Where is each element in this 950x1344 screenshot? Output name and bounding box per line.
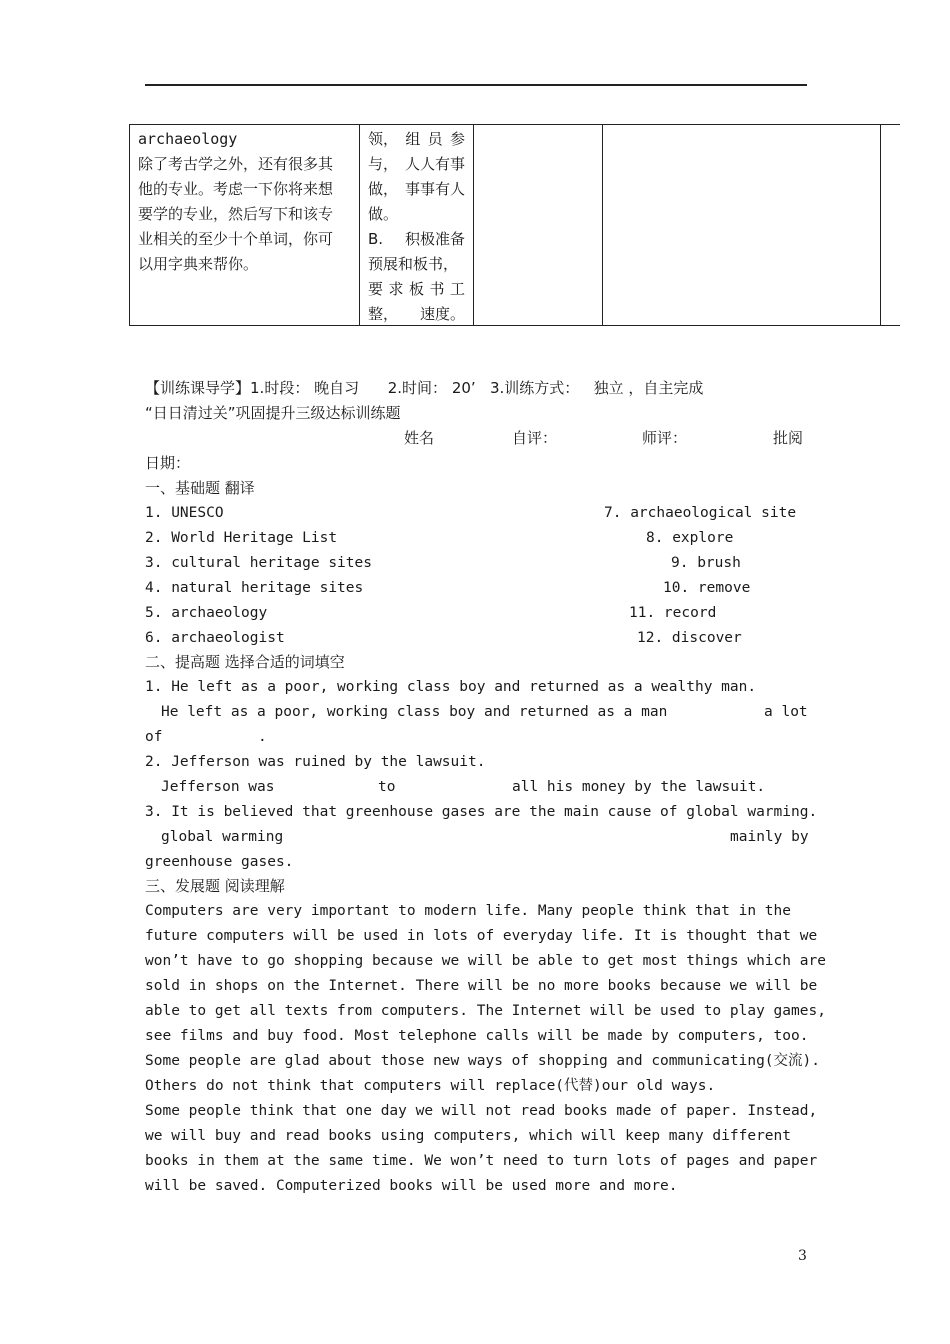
header-rule [145,84,807,86]
table-cell-line: 他的专业。考虑一下你将来想 [138,180,334,198]
vocab-item: 4. natural heritage sites [145,580,364,596]
table-divider-4 [880,124,881,325]
table-cell-text: 员 [427,130,443,148]
table-cell-text: 事事有人 [404,180,465,198]
method-label: 3.训练方式： [490,379,580,397]
method-value: 独立 ，自主完成 [593,379,704,397]
section2-title: 二、提高题 选择合适的词填空 [145,653,345,671]
table-cell-line: 以用字典来帮你。 [138,255,259,273]
date-label: 日期： [145,454,191,472]
vocab-item: 6. archaeologist [145,630,285,646]
question-1: 1. He left as a poor, working class boy and returned as a wealthy man. [145,679,757,695]
table-cell-text: 整， [368,305,399,323]
table-divider-3 [602,124,603,325]
vocab-item: 5. archaeology [145,605,268,621]
reading-line: Computers are very important to modern life. Many people think that in the [145,903,792,919]
reading-line: Some people think that one day we will not read books made of paper. Instead, [145,1103,818,1119]
reading-line: Some people are glad about those new ways of shopping and communicating(交流). [145,1053,821,1069]
name-label: 姓名 [404,429,435,447]
table-cell-text: 组 [405,130,421,148]
training-header-prefix: 【训练课导学】 [145,379,251,397]
table-cell-line: archaeology [138,130,238,148]
table-cell-line [368,152,465,177]
question-2-rewrite: all his money by the lawsuit. [512,779,766,795]
period-value: 晚自习 [314,379,360,397]
question-3-rewrite: global warming [161,829,284,845]
table-cell-line: 除了考古学之外，还有很多其 [138,155,334,173]
review-label: 批阅 [773,429,804,447]
table-cell-text: 板 [408,280,424,298]
question-3-rewrite: greenhouse gases. [145,854,294,870]
question-1-rewrite: a lot [764,704,808,720]
reading-line: we will buy and read books using computers, which will keep many different [145,1128,792,1144]
page-number: 3 [798,1248,807,1264]
table-cell-task [138,127,333,277]
table-cell-text: B. [368,230,384,248]
reading-line: books in them at the same time. We won’t need to turn lots of pages and paper [145,1153,818,1169]
reading-line: future computers will be used in lots of everyday life. It is thought that we [145,928,818,944]
teacher-eval-label: 师评： [642,429,688,447]
time-value: 20’ [451,379,476,397]
table-cell-line [368,277,465,302]
table-cell-line [368,177,465,202]
training-header [145,378,703,398]
table-divider-1 [359,124,360,325]
table-cell-text: 参 [449,130,465,148]
self-eval-label: 自评： [512,429,558,447]
vocab-item: 1. UNESCO [145,505,224,521]
table-cell-text: 领， [368,130,399,148]
table-cell-text: 要 [368,280,384,298]
question-1-rewrite: . [258,729,267,745]
table-cell-method [368,127,465,327]
question-1-rewrite: He left as a poor, working class boy and returned as a man [161,704,668,720]
table-cell-line: 业相关的至少十个单词，你可 [138,230,334,248]
table-cell-line: 要学的专业，然后写下和该专 [138,205,334,223]
vocab-item: 12. discover [637,630,742,646]
table-cell-text: 人人有事 [404,155,465,173]
table-cell-text: 做， [368,180,399,198]
question-2: 2. Jefferson was ruined by the lawsuit. [145,754,486,770]
reading-line: see films and buy food. Most telephone calls will be made by computers, too. [145,1028,809,1044]
reading-line: sold in shops on the Internet. There will be no more books because we will be [145,978,818,994]
table-cell-text: 与， [368,155,399,173]
table-cell-text: 书 [429,280,445,298]
table-divider-2 [473,124,474,325]
table-cell-line [368,252,465,277]
table-cell-line [368,202,465,227]
reading-line: Others do not think that computers will replace(代替)our old ways. [145,1078,716,1094]
table-cell-text: 速度。 [419,305,465,323]
section3-title: 三、发展题 阅读理解 [145,877,285,895]
vocab-item: 11. record [629,605,717,621]
table-cell-text: 求 [388,280,404,298]
table-cell-line [368,227,465,252]
table-cell-line [368,127,465,152]
reading-line: will be saved. Computerized books will be used more and more. [145,1178,678,1194]
vocab-item: 7. archaeological site [604,505,797,521]
reading-line: able to get all texts from computers. The Internet will be used to play games, [145,1003,826,1019]
table-cell-text: 积极准备 [404,230,465,248]
vocab-item: 10. remove [663,580,751,596]
question-1-rewrite: of [145,729,163,745]
period-label: 1.时段： [250,379,310,397]
section1-title: 一、基础题 翻译 [145,479,255,497]
reading-line: won’t have to go shopping because we will be able to get most things which are [145,953,826,969]
time-label: 2.时间： [387,379,448,397]
vocab-item: 2. World Heritage List [145,530,338,546]
table-cell-text: 预展和板书， [368,255,459,273]
question-3: 3. It is believed that greenhouse gases are the main cause of global warming. [145,804,818,820]
table-cell-text: 做。 [368,205,399,223]
question-3-rewrite: mainly by [730,829,809,845]
training-subtitle: “日日清过关”巩固提升三级达标训练题 [145,404,401,422]
vocab-item: 9. brush [671,555,741,571]
question-2-rewrite: to [378,779,396,795]
table-cell-text: 工 [449,280,465,298]
vocab-item: 8. explore [646,530,734,546]
table-border-left [129,124,130,325]
question-2-rewrite: Jefferson was [161,779,275,795]
table-cell-line [368,302,465,327]
vocab-item: 3. cultural heritage sites [145,555,372,571]
